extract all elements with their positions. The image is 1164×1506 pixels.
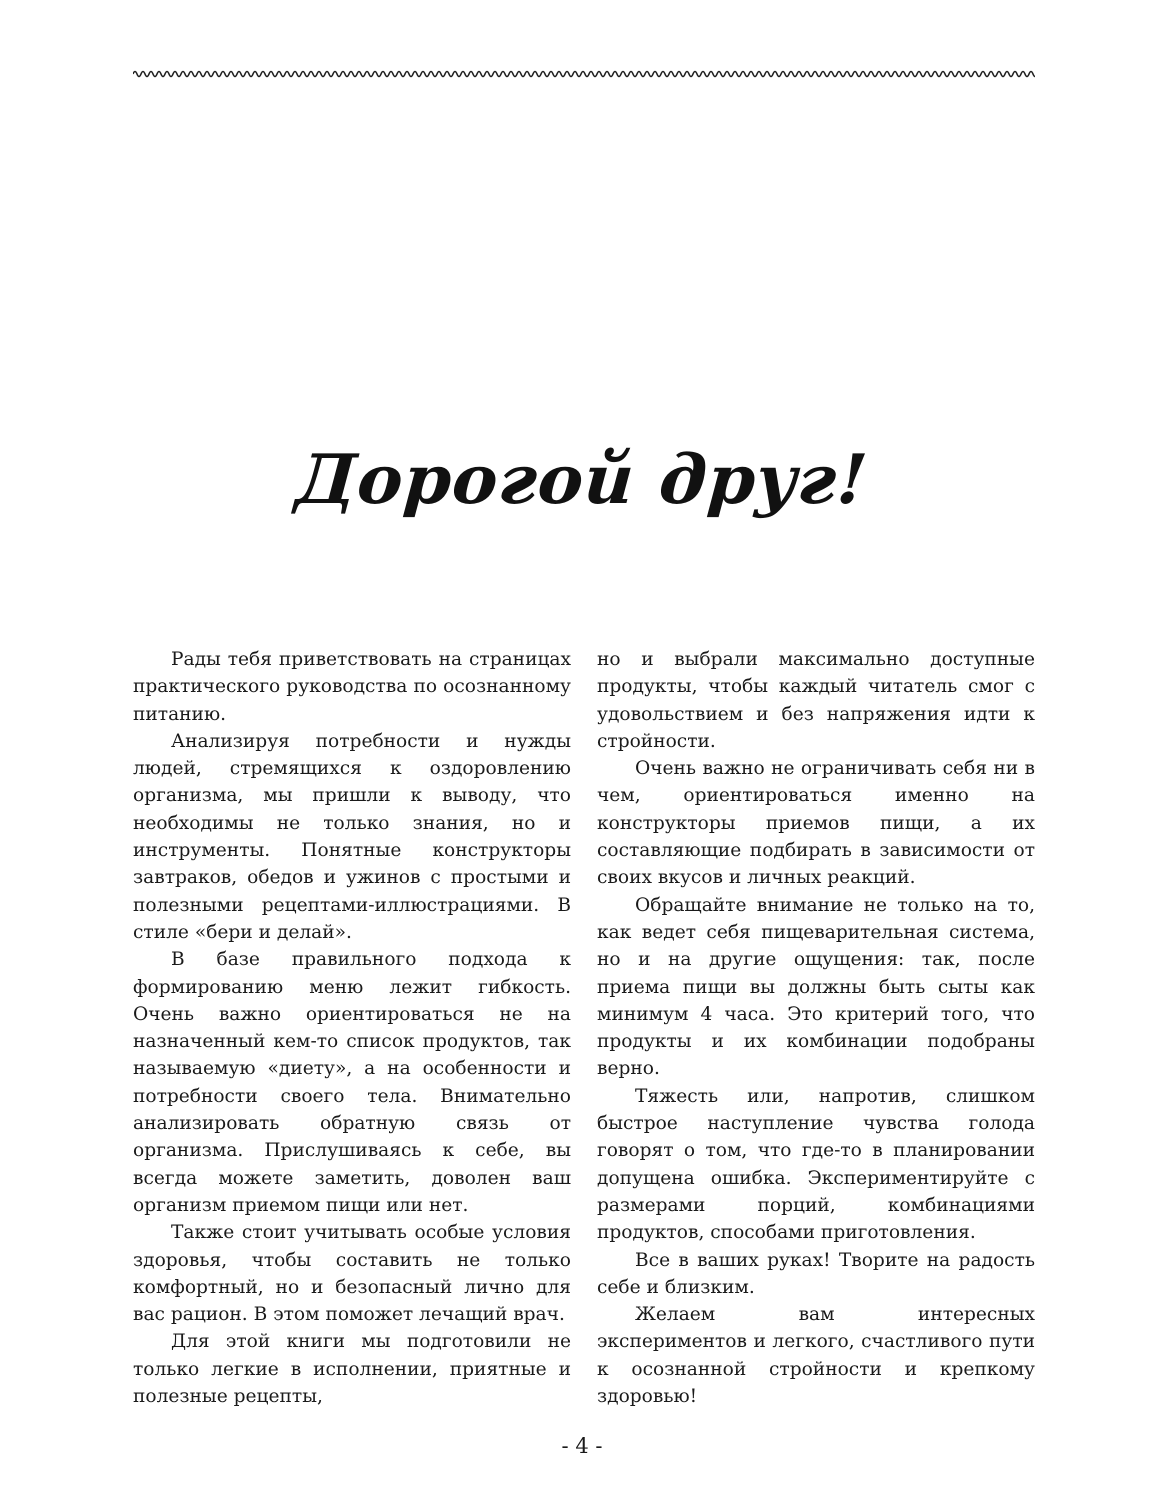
- paragraph-continuation: но и выбрали максимально доступные продукты, чтобы каждый читатель смог с удовольствием и без напряжения идти к стройности.: [597, 649, 1035, 752]
- paragraph: Все в ваших руках! Творите на радость себе и близким.: [597, 1249, 1035, 1298]
- page-number: - 4 -: [561, 1434, 603, 1458]
- paragraph: Тяжесть или, напротив, слишком быстрое наступление чувства голода говорят о том, что где-то в планировании допущена ошибка. Экспериментируйте с размерами порций, комбинациями продуктов, способами приготовления.: [597, 1085, 1035, 1244]
- paragraph: Очень важно не ограничивать себя ни в чем, ориентироваться именно на конструкторы приемов пищи, а их составляющие подбирать в зависимости от своих вкусов и личных реакций.: [597, 758, 1035, 889]
- decorative-wave-divider: [133, 66, 1035, 82]
- paragraph: Анализируя потребности и нужды людей, стремящихся к оздоровлению организма, мы пришли к выводу, что необходимы не только знания, но и инструменты. Понятные конструкторы завтраков, обедов и ужинов с простыми и полезными рецептами-иллюстрациями. В стиле «бери и делай».: [133, 730, 571, 943]
- paragraph: Рады тебя приветствовать на страницах практического руководства по осознанному питанию.: [133, 649, 571, 725]
- paragraph: Также стоит учитывать особые условия здоровья, чтобы составить не только комфортный, но и безопасный лично для вас рацион. В этом поможет лечащий врач.: [133, 1222, 571, 1326]
- paragraph: В базе правильного подхода к формированию меню лежит гибкость. Очень важно ориентироваться не на назначенный кем-то список продуктов, так называемую «диету», а на особенности и потребности своего тела. Внимательно анализировать обратную связь от организма. Прислушиваясь к себе, вы всегда можете заметить, доволен ваш организм приемом пищи или нет.: [133, 949, 571, 1216]
- left-column: [133, 646, 571, 1410]
- paragraph: Желаем вам интересных экспериментов и легкого, счастливого пути к осознанной стройности и крепкому здоровью!: [597, 1304, 1035, 1408]
- right-column: [597, 646, 1035, 1410]
- paragraph: Обращайте внимание не только на то, как ведет себя пищеварительная система, но и на другие ощущения: так, после приема пищи вы должны быть сыты как минимум 4 часа. Это критерий того, что продукты и их комбинации подобраны верно.: [597, 894, 1035, 1080]
- page-title: Дорогой друг!: [293, 440, 871, 520]
- body-text-columns: [133, 646, 1035, 1410]
- paragraph: Для этой книги мы подготовили не только легкие в исполнении, приятные и полезные рецепты,: [133, 1331, 571, 1408]
